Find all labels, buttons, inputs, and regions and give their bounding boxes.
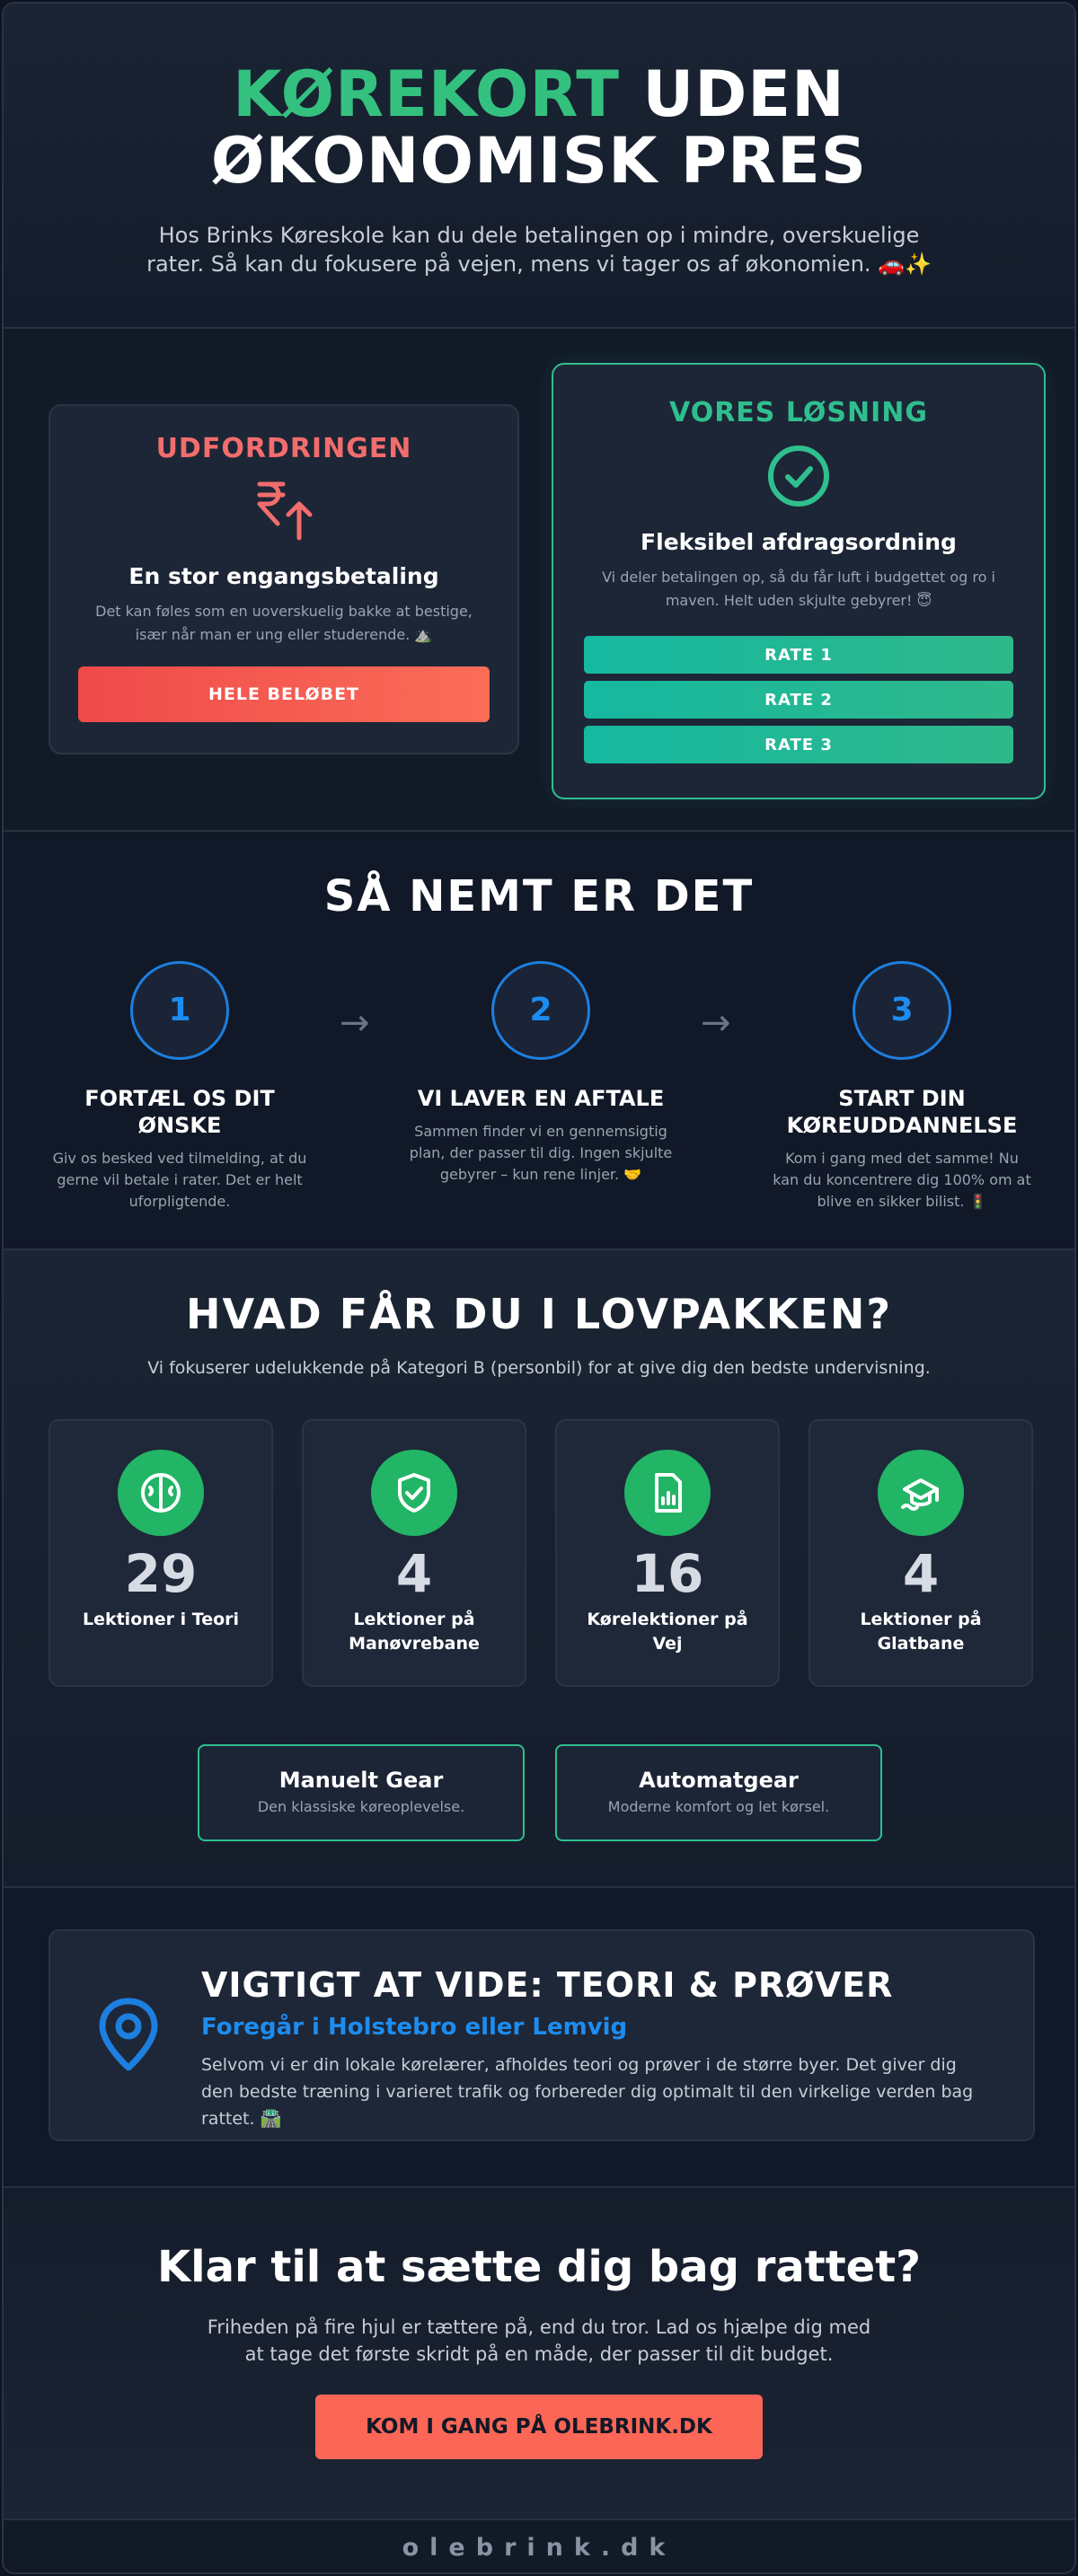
rate-list (553, 636, 1044, 763)
tile-theory-label: Lektioner i Teori (82, 1610, 240, 1629)
page-frame (2, 2, 1076, 2574)
manual-gear-subtitle: Den klassiske køreoplevelse. (257, 1798, 465, 1815)
info-card (49, 1929, 1035, 2141)
full-amount-button[interactable]: HELE BELØBET (78, 666, 490, 722)
get-started-button[interactable]: KOM I GANG PÅ OLEBRINK.DK (315, 2395, 763, 2459)
package-title: HVAD FÅR DU I LOVPAKKEN? (185, 1290, 893, 1338)
step-3-number: 3 (853, 961, 951, 1060)
hero-title-line1-rest: UDEN (642, 57, 845, 131)
problem-heading: UDFORDRINGEN (155, 433, 412, 464)
hero-title-line2: ØKONOMISK PRES (210, 124, 868, 198)
solution-card (552, 363, 1046, 799)
footer-brand[interactable]: olebrink.dk (402, 2534, 676, 2562)
steps-title: SÅ NEMT ER DET (323, 871, 755, 922)
arrow-right-icon: → (340, 1002, 370, 1044)
rate-1-button[interactable]: RATE 1 (584, 636, 1013, 674)
tile-road-count: 16 (631, 1543, 704, 1604)
solution-heading: VORES LØSNING (669, 397, 928, 428)
problem-card (49, 404, 519, 754)
step-2-title: VI LAVER EN AFTALE (417, 1086, 665, 1111)
footer (4, 2520, 1074, 2574)
steps-section (4, 832, 1074, 1250)
tile-maneuver-label: Lektioner på Manøvrebane (349, 1610, 480, 1654)
document-chart-icon (624, 1450, 711, 1536)
tile-theory-count: 29 (124, 1543, 198, 1604)
step-1-number: 1 (130, 961, 229, 1060)
hero-title (4, 57, 1074, 198)
info-text: Selvom vi er din lokale kørelærer, afholdes teori og prøver i de større byer. Det giver dig den bedste træning i varieret trafik og forbereder dig optimalt til den virkelige verden bag rattet. 🛣️ (201, 2055, 974, 2129)
location-pin-icon (95, 1996, 162, 2073)
hero-title-accent: KØREKORT (233, 57, 620, 131)
info-subtitle: Foregår i Holstebro eller Lemvig (201, 2014, 628, 2041)
step-2-number: 2 (491, 961, 590, 1060)
hero-section (4, 4, 1074, 329)
info-section (4, 1888, 1074, 2188)
tile-theory (49, 1419, 273, 1687)
step-2 (406, 961, 676, 1186)
step-1-title: FORTÆL OS DIT ØNSKE (84, 1086, 275, 1138)
compare-section (4, 329, 1074, 832)
check-circle-icon (765, 443, 832, 509)
step-3-title: START DIN KØREUDDANNELSE (786, 1086, 1018, 1138)
step-2-text: Sammen finder vi en gennemsigtig plan, der passer til dig. Ingen skjulte gebyrer – kun rene linjer. 🤝 (409, 1123, 673, 1183)
package-subtitle: Vi fokuserer udelukkende på Kategori B (personbil) for at give dig den bedste undervisning. (147, 1358, 931, 1378)
tile-road (555, 1419, 780, 1687)
step-3 (767, 961, 1037, 1213)
info-title: VIGTIGT AT VIDE: TEORI & PRØVER (201, 1965, 894, 2005)
step-1 (45, 961, 314, 1213)
car-skid-icon (878, 1450, 964, 1536)
tile-maneuver (302, 1419, 526, 1687)
solution-text: Vi deler betalingen op, så du får luft i budgettet og ro i maven. Helt uden skjulte gebyrer! 😇 (602, 569, 995, 609)
tile-skid (808, 1419, 1033, 1687)
shield-check-icon (371, 1450, 457, 1536)
rate-3-button[interactable]: RATE 3 (584, 726, 1013, 763)
problem-text: Det kan føles som en uoverskuelig bakke at bestige, især når man er ung eller studerende. ⛰️ (95, 603, 473, 643)
tile-skid-count: 4 (902, 1543, 940, 1604)
automatic-gear-title: Automatgear (639, 1768, 799, 1793)
manual-gear-option[interactable] (198, 1744, 525, 1841)
cta-title: Klar til at sætte dig bag rattet? (156, 2242, 922, 2292)
cta-text: Friheden på fire hjul er tættere på, end du tror. Lad os hjælpe dig med at tage det første skridt på en måde, der passer til dit budget. (207, 2316, 871, 2365)
tile-road-label: Kørelektioner på Vej (587, 1610, 748, 1654)
solution-subtitle: Fleksibel afdragsordning (641, 529, 957, 555)
problem-subtitle: En stor engangsbetaling (128, 563, 439, 589)
manual-gear-title: Manuelt Gear (278, 1768, 444, 1793)
tile-skid-label: Lektioner på Glatbane (860, 1610, 982, 1654)
arrow-right-icon: → (701, 1002, 731, 1044)
step-1-text: Giv os besked ved tilmelding, at du gerne vil betale i rater. Det er helt uforpligtende. (52, 1150, 307, 1210)
automatic-gear-option[interactable] (555, 1744, 882, 1841)
brain-icon (118, 1450, 204, 1536)
tile-maneuver-count: 4 (395, 1543, 433, 1604)
rate-2-button[interactable]: RATE 2 (584, 681, 1013, 719)
rupee-arrow-up-icon (252, 479, 315, 543)
hero-subtitle: Hos Brinks Køreskole kan du dele betalingen op i mindre, overskuelige rater. Så kan du fokusere på vejen, mens vi tager os af økonomien. 🚗✨ (146, 223, 932, 277)
package-section (4, 1250, 1074, 1888)
step-3-text: Kom i gang med det samme! Nu kan du koncentrere dig 100% om at blive en sikker bilist. 🚦 (773, 1150, 1031, 1210)
automatic-gear-subtitle: Moderne komfort og let kørsel. (607, 1798, 830, 1815)
cta-section (4, 2188, 1074, 2520)
